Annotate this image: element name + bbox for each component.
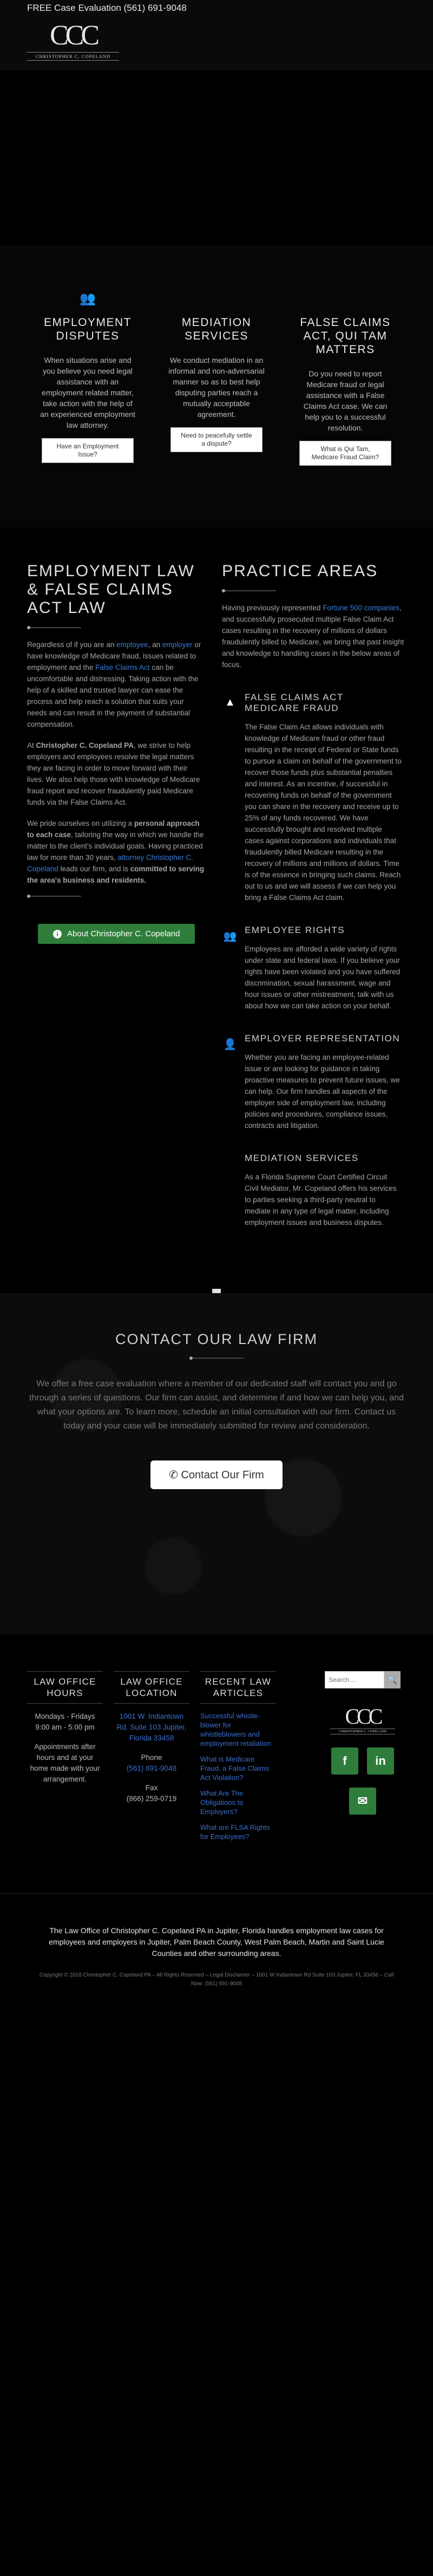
article-link[interactable]: Successful whistle-blower for whistleblowers and employment retaliation [200,1712,271,1747]
card-text: When situations arise and you believe you need legal assistance with an employment related matter, take action with the help of an experienced employment law attorney. [40,356,135,429]
logo-monogram: CCC [49,20,97,51]
footer-logo[interactable]: CCC CHRISTOPHER C. COPELAND [330,1705,395,1734]
bottom-bar [0,1893,433,2001]
practice-column [222,562,406,1228]
divider [222,590,276,591]
contact-section [0,1293,433,1634]
practice-area-mediation [222,1153,406,1228]
card-title: EMPLOYMENT DISPUTES [43,316,132,342]
card-button-employment[interactable]: Have an Employment Issue? [42,438,134,463]
warning-icon: ▲ [225,696,235,708]
facebook-icon[interactable]: f [331,1747,358,1775]
practice-area-title: FALSE CLAIMS ACT MEDICARE FRAUD [245,692,344,713]
card-employment-disputes [28,291,147,527]
article-link[interactable]: What is Medicare Fraud, a False Claims Act Violation? [200,1755,270,1782]
practice-intro: Having previously represented Fortune 500 companies, and successfully prosecuted multiple False Claim Act cases resulting in the recovery of millions of dollars fraudulently billed to Medicare, we bring that past insight and knowledge to handling cases in the below areas of focus. [222,604,404,669]
people-icon: 👥 [223,930,237,942]
card-button-mediation[interactable]: Need to peacefully settle a dispute? [170,427,263,452]
contact-title: CONTACT OUR LAW FIRM [115,1331,318,1347]
phone-icon: ✆ [169,1469,181,1481]
site-footer [0,1634,433,1893]
search-icon[interactable]: 🔍 [384,1671,401,1688]
attorney-link[interactable]: attorney Christopher C. Copeland [27,853,193,873]
footer-heading: LAW OFFICE HOURS [27,1671,103,1704]
card-title: MEDIATION SERVICES [181,316,252,342]
copyright: Copyright © 2018 Christopher C. Copeland PA – All Rights Reserved – Legal Disclaimer – 1001 W Indiantown Rd Suite 103 Jupiter, FL 33458 – Call Now: (561) 691-9048 [39,1972,394,1987]
footer-recent-articles [200,1671,276,1850]
about-column [27,562,206,1228]
employer-link[interactable]: employer [162,641,193,649]
footer-right [319,1671,406,1850]
divider [27,896,81,897]
about-attorney-button[interactable]: i About Christopher C. Copeland [38,924,195,944]
firm-description: The Law Office of Christopher C. Copeland PA in Jupiter, Florida handles employment law cases for employees and employers in Jupiter, Palm Beach County, West Palm Beach, Martin and Saint Lucie Counties and other surrounding areas. [49,1926,384,1958]
site-header [0,16,433,70]
employee-link[interactable]: employee [116,641,148,649]
practice-area-title: MEDIATION SERVICES [245,1153,359,1163]
firm-logo[interactable] [27,19,119,64]
card-title: FALSE CLAIMS ACT, QUI TAM MATTERS [300,316,391,356]
handshake-icon [157,291,276,312]
scroll-marker [212,1289,221,1293]
card-mediation-services [157,291,276,527]
practice-area-text: The False Claim Act allows individuals with knowledge of Medicare fraud or other fraud resulting in the receipt of Federal or State funds to pursue a claim on behalf of the government to recover those funds plus substantial penalties and interest. As an incentive, if successful in recovering funds on behalf of the government you can share in the recovery and receive up to 25% of any funds recovered. We have successfully brought and resolved multiple cases against corporations and individuals that fraudulently billed Medicare resulting in the recovery of millions and millions of dollars. Time is of the essence in bringing such claims. Reach out to us and we will assess if we can help you bring a False Claims Act claim. [245,723,402,902]
hero-banner [0,70,433,246]
footer-phone-link[interactable]: (561) 691-9048 [126,1764,177,1772]
user-icon: 👤 [223,1039,237,1051]
medical-icon [286,291,405,312]
contact-firm-button[interactable]: ✆ Contact Our Firm [150,1460,283,1489]
search-input[interactable] [325,1671,384,1688]
search-form [325,1671,401,1688]
about-paragraph-2: At Christopher C. Copeland PA, we strive to help employers and employees resolve the legal matters they are facing in order to move forward with their lives. We also help those with knowledge of Medicare fraud report and recover fraudulently paid Medicare funds via the False Claims Act. [27,741,200,806]
card-text: We conduct mediation in an informal and non-adversarial manner so as to best help disputing parties reach a mutually acceptable agreement. [168,356,265,419]
about-paragraph-1: Regardless of if you are an employee, an employer or have knowledge of Medicare fraud, issues related to employment and the False Claims Act can be uncomfortable and distressing. Taking action with the help of a skilled and trusted lawyer can ease the process and help reach a solution that suits your needs and can result in the payment of substantial compensation. [27,641,201,728]
footer-heading: LAW OFFICE LOCATION [114,1671,189,1704]
phone-link[interactable]: FREE Case Evaluation (561) 691-9048 [27,3,187,13]
divider [189,1358,244,1359]
people-icon: 👥 [80,291,96,306]
card-text: Do you need to report Medicare fraud or legal assistance with a False Claims Act case. We can help you to a successful resolution. [303,369,388,432]
footer-hours: LAW OFFICE HOURS Mondays - Fridays 9:00 am - 5:00 pm Appointments after hours and at your home made with your arrangement. [27,1671,103,1850]
footer-location: LAW OFFICE LOCATION 1001 W. Indiantown Rd. Suite 103 Jupiter, Florida 33458 Phone (561) 691-9048 Fax (866) 259-0719 [114,1671,189,1850]
contact-text: We offer a free case evaluation where a member of our dedicated staff will contact you and go through a series of questions. Our firm can assist, and determine if and how we can help you, and what your options are. To learn more, schedule an initial consultation with our firm. Contact us today and your case will be immediately submitted for review and consideration. [29,1379,404,1431]
about-practice-section [0,527,433,1277]
practice-area-text: Employees are afforded a wide variety of rights under state and federal laws. If you believe your rights have been violated and you have suffered discrimination, sexual harassment, wage and hour issues or other mistreatment, talk with us about how we can take action on your behalf. [245,945,401,1010]
logo-firm-name: CHRISTOPHER C. COPELAND [27,52,119,61]
address-link[interactable]: 1001 W. Indiantown Rd. Suite 103 Jupiter, Florida 33458 [116,1712,187,1742]
practice-area-title: EMPLOYER REPRESENTATION [245,1033,401,1044]
practice-area-employer-representation [222,1033,406,1131]
article-link[interactable]: What Are The Obligations to Employers? [200,1789,244,1816]
practice-area-title: EMPLOYEE RIGHTS [245,925,345,935]
about-paragraph-3: We pride ourselves on utilizing a personal approach to each case, tailoring the way in which we handle the matter to the client's individual goals. Having practiced law for more than 30 years, attorney Christopher C. Copeland leads our firm, and is committed to serving the area's business and residents. [27,819,205,884]
article-link[interactable]: What are FLSA Rights for Employees? [200,1823,270,1841]
false-claims-act-link[interactable]: False Claims Act [95,663,150,671]
card-button-false-claims[interactable]: What is Qui Tam, Medicare Fraud Claim? [299,441,391,466]
fortune-500-link[interactable]: Fortune 500 companies [323,604,400,612]
practice-area-text: Whether you are facing an employee-related issue or are looking for guidance in taking proactive measures to prevent future issues, we can help. Our firm handles all aspects of the employer side of employment law, including policies and procedures, compliance issues, contracts and litigation. [245,1053,400,1130]
about-title: EMPLOYMENT LAW & FALSE CLAIMS ACT LAW [27,562,195,617]
email-icon[interactable]: ✉ [349,1788,376,1815]
practice-title: PRACTICE AREAS [222,562,378,580]
practice-area-false-claims [222,692,406,903]
info-icon: i [53,930,62,938]
linkedin-icon[interactable]: in [367,1747,394,1775]
practice-area-text: As a Florida Supreme Court Certified Circuit Civil Mediator, Mr. Copeland offers his services to parties seeking a third-party neutral to mediate in any type of legal matter, including employment issues and business disputes. [245,1173,397,1227]
divider [27,627,81,628]
practice-area-employee-rights [222,925,406,1012]
service-cards [0,246,433,527]
top-bar [0,0,433,16]
footer-heading: RECENT LAW ARTICLES [200,1671,276,1704]
card-false-claims [286,291,405,527]
social-links [319,1747,406,1775]
